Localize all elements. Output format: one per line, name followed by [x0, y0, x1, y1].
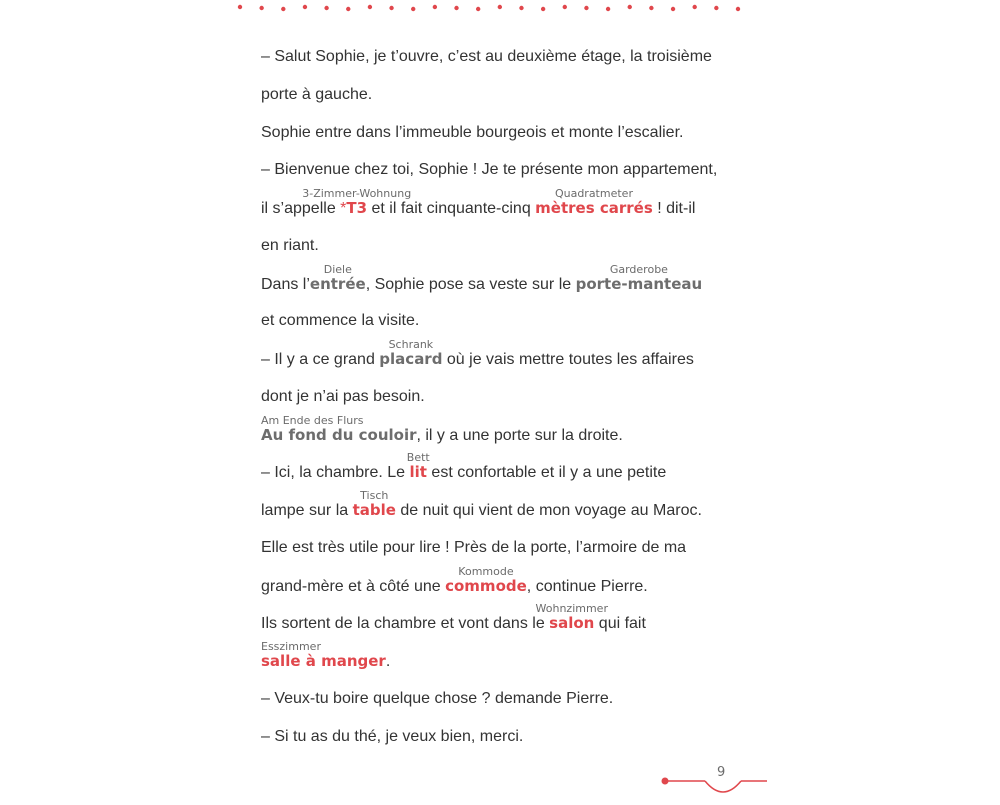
text-line — [261, 338, 694, 370]
vocab-keyword-text: placard — [379, 350, 443, 368]
text-segment: porte à gauche. — [261, 85, 373, 103]
decorative-dot — [281, 7, 285, 11]
text-segment: Elle est très utile pour lire ! Près de la porte, l’armoire de ma — [261, 538, 687, 556]
vocab-keyword — [261, 640, 386, 671]
decorative-dot — [454, 6, 458, 10]
vocab-keyword — [309, 262, 366, 294]
gloss-translation: Esszimmer — [261, 640, 321, 653]
vocab-keyword — [535, 187, 653, 218]
decorative-dot — [303, 5, 307, 9]
text-segment: lampe sur la — [261, 502, 353, 519]
decorative-dot — [692, 5, 696, 9]
text-segment: de nuit qui vient de mon voyage au Maroc. — [395, 502, 702, 519]
text-segment: ! dit-il — [652, 200, 696, 217]
text-line — [261, 387, 425, 407]
vocab-keyword-text: salle à manger — [261, 652, 386, 670]
gloss-translation: Am Ende des Flurs — [261, 413, 364, 427]
page-number-ornament — [655, 765, 770, 800]
decorative-dot — [519, 6, 523, 10]
vocab-keyword-text: table — [352, 501, 396, 519]
gloss-translation: Garderobe — [609, 262, 668, 276]
decorative-dot — [411, 7, 415, 11]
vocab-keyword-text: salon — [549, 614, 595, 633]
text-segment: – Si tu as du thé, je veux bien, merci. — [261, 727, 524, 745]
page-ornament-icon — [655, 765, 770, 800]
text-segment: qui fait — [594, 615, 646, 633]
decorative-dot — [368, 5, 372, 9]
vocab-keyword-text: commode — [445, 576, 527, 595]
text-segment: – Il y a ce grand — [261, 351, 380, 368]
decorative-dot — [259, 6, 263, 10]
vocab-keyword — [575, 262, 703, 294]
text-segment: , il y a une porte sur la droite. — [416, 426, 623, 444]
text-line — [261, 451, 667, 483]
vocab-keyword — [261, 413, 417, 445]
gloss-translation: Kommode — [458, 564, 514, 578]
gloss-translation: Tisch — [360, 489, 389, 502]
text-line — [261, 538, 686, 558]
text-line — [261, 311, 419, 331]
gloss-translation: 3-Zimmer-Wohnung — [302, 187, 412, 200]
vocab-keyword — [352, 489, 396, 520]
text-line — [261, 262, 703, 295]
decorative-dot — [736, 7, 740, 11]
text-line — [261, 187, 696, 219]
text-segment: Dans l’ — [261, 275, 310, 293]
vocab-keyword — [302, 187, 412, 218]
text-segment: est confortable et il y a une petite — [426, 464, 667, 482]
text-segment: il s’appelle — [261, 200, 341, 217]
gloss-translation: Bett — [406, 451, 430, 465]
vocab-keyword — [406, 451, 430, 482]
text-segment: et commence la visite. — [261, 312, 420, 330]
text-line — [261, 47, 712, 67]
text-segment: en riant. — [261, 236, 319, 254]
text-segment: , Sophie pose sa veste sur le — [365, 275, 576, 293]
asterisk-marker: * — [340, 200, 347, 217]
text-line — [261, 640, 391, 672]
text-segment: – Veux-tu boire quelque chose ? demande Pierre. — [261, 689, 614, 707]
decorative-dot — [476, 7, 480, 11]
text-line — [261, 123, 683, 143]
text-segment: où je vais mettre toutes les affaires — [442, 351, 694, 368]
text-line — [261, 727, 523, 747]
text-segment: – Salut Sophie, je t’ouvre, c’est au deuxième étage, la troisième — [261, 48, 712, 65]
text-line — [261, 413, 623, 446]
text-line — [261, 689, 613, 709]
decorative-dot — [714, 6, 718, 10]
decorative-dot — [498, 5, 502, 9]
gloss-translation: Quadratmeter — [554, 187, 633, 200]
text-segment: . — [385, 653, 391, 670]
text-segment: et il fait cinquante-cinq — [367, 200, 536, 217]
text-line — [261, 160, 717, 180]
text-line — [261, 489, 702, 521]
decorative-dot — [238, 5, 242, 9]
text-segment: Ils sortent de la chambre et vont dans le — [261, 615, 550, 633]
text-line — [261, 564, 648, 597]
decorative-dot — [324, 6, 328, 10]
decorative-dot — [433, 5, 437, 9]
vocab-keyword — [379, 338, 443, 369]
vocab-keyword — [535, 602, 608, 633]
gloss-translation: Schrank — [388, 338, 434, 351]
vocab-keyword-text: Au fond du couloir — [261, 425, 417, 444]
text-line — [261, 236, 319, 256]
text-segment: Sophie entre dans l’immeuble bourgeois et monte l’escalier. — [261, 123, 684, 141]
decorative-dot — [606, 7, 610, 11]
decorative-dot — [671, 7, 675, 11]
gloss-translation: Diele — [323, 262, 352, 276]
decorative-dot — [389, 6, 393, 10]
decorative-dot — [541, 7, 545, 11]
vocab-keyword-text: lit — [409, 463, 427, 482]
text-segment: , continue Pierre. — [526, 577, 648, 595]
decorative-dot — [628, 5, 632, 9]
text-segment: – Ici, la chambre. Le — [261, 464, 410, 482]
decorative-dot — [584, 6, 588, 10]
text-segment: dont je n’ai pas besoin. — [261, 387, 425, 405]
vocab-keyword-text: entrée — [309, 274, 366, 293]
gloss-translation: Wohnzimmer — [535, 602, 608, 616]
decorative-dot — [563, 5, 567, 9]
vocab-keyword-text: mètres carrés — [535, 199, 653, 217]
page-number: 9 — [717, 765, 726, 780]
text-segment: – Bienvenue chez toi, Sophie ! Je te présente mon appartement, — [261, 161, 718, 179]
vocab-keyword — [445, 564, 527, 596]
vocab-keyword-text: T3 — [346, 199, 368, 217]
vocab-keyword-text: porte-manteau — [575, 274, 703, 293]
text-line — [261, 602, 646, 634]
decorative-dot-border — [0, 0, 1000, 20]
decorative-dot — [649, 6, 653, 10]
decorative-dot — [346, 7, 350, 11]
text-line — [261, 85, 372, 105]
text-segment: grand-mère et à côté une — [261, 577, 446, 595]
